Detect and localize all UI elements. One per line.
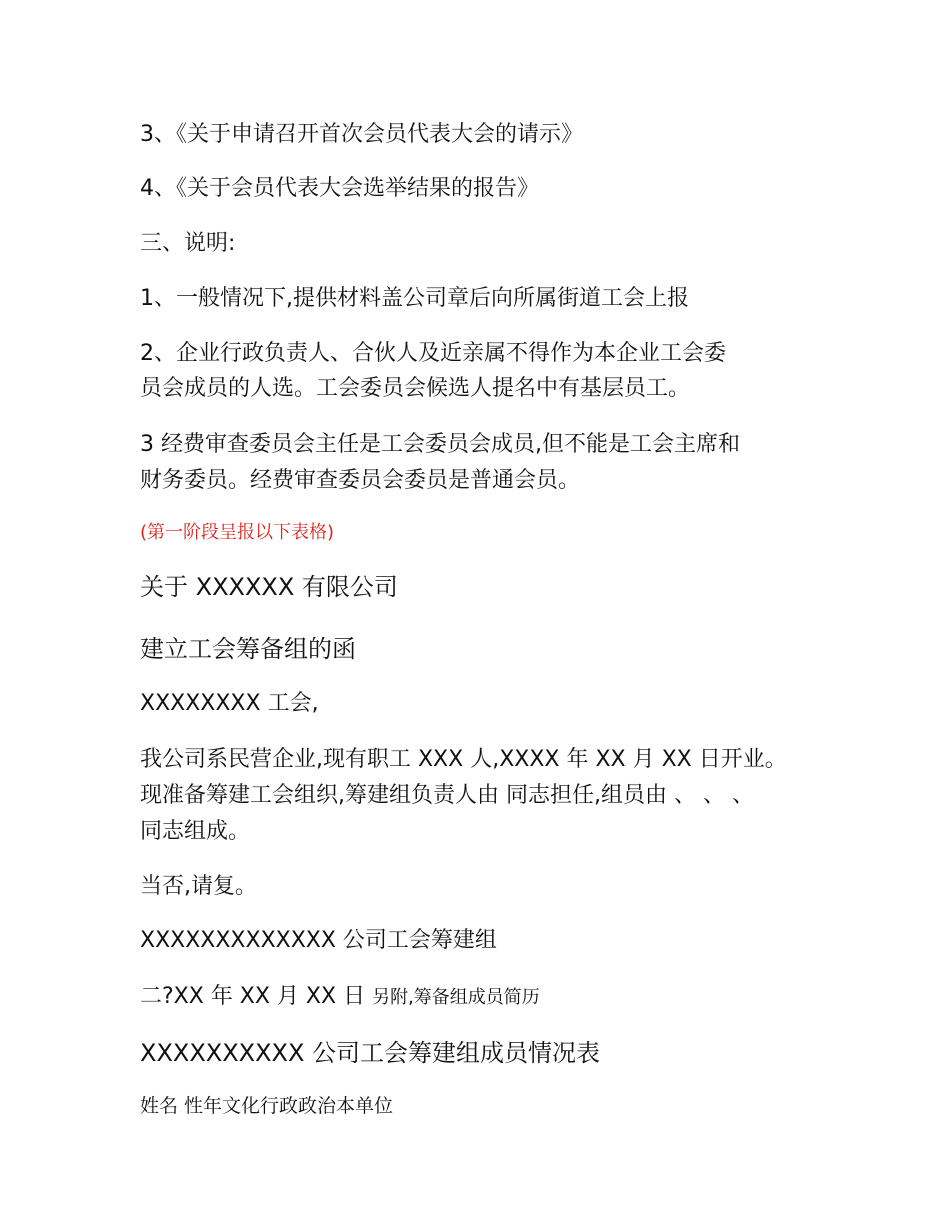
recipient: XXXXXXXX 工会, bbox=[140, 691, 319, 716]
list-item-3: 3、《关于申请召开首次会员代表大会的请示》 bbox=[140, 122, 583, 147]
letter-title-line-2: 建立工会筹备组的函 bbox=[140, 635, 356, 663]
note-3-line-2: 财务委员。经费审查委员会委员是普通会员。 bbox=[140, 468, 581, 493]
note-3-line-1: 3 经费审查委员会主任是工会委员会成员,但不能是工会主席和 bbox=[140, 432, 740, 457]
signature: XXXXXXXXXXXXX 公司工会筹建组 bbox=[140, 928, 497, 953]
note-2-line-1: 2、企业行政负责人、合伙人及近亲属不得作为本企业工会委 bbox=[140, 341, 726, 366]
note-2-line-2: 员会成员的人选。工会委员会候选人提名中有基层员工。 bbox=[140, 376, 691, 401]
section-heading: 三、说明: bbox=[140, 231, 236, 256]
letter-body-line-2: 现准备筹建工会组织,筹建组负责人由 同志担任,组员由 、 、 、 bbox=[140, 783, 754, 808]
date: 二?XX 年 XX 月 XX 日 bbox=[140, 984, 366, 1009]
table-title: XXXXXXXXXX 公司工会筹建组成员情况表 bbox=[140, 1039, 601, 1067]
closing: 当否,请复。 bbox=[140, 874, 257, 899]
list-item-4: 4、《关于会员代表大会选举结果的报告》 bbox=[140, 176, 539, 201]
attachment-note: 另附,筹备组成员简历 bbox=[372, 987, 540, 1008]
date-line bbox=[140, 982, 540, 1013]
stage-note: (第一阶段呈报以下表格) bbox=[140, 522, 335, 543]
letter-body-line-3: 同志组成。 bbox=[140, 819, 251, 844]
note-1: 1、一般情况下,提供材料盖公司章后向所属街道工会上报 bbox=[140, 286, 689, 311]
letter-body-line-1: 我公司系民营企业,现有职工 XXX 人,XXXX 年 XX 月 XX 日开业。 bbox=[140, 747, 787, 772]
table-header: 姓名 性年文化行政政治本单位 bbox=[140, 1095, 394, 1117]
letter-title-line-1: 关于 XXXXXX 有限公司 bbox=[140, 573, 398, 601]
